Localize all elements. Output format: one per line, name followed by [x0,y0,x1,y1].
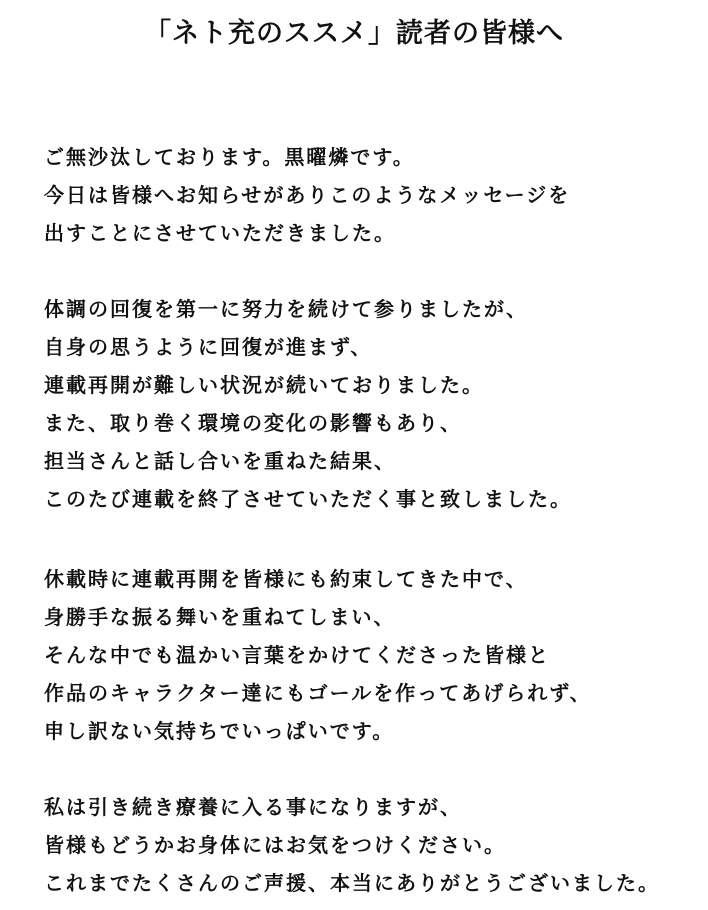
text-line: 私は引き続き療養に入る事になりますが、 [44,795,462,819]
text-line: 皆様もどうかお身体にはお気をつけください。 [44,833,506,857]
paragraph-announcement [44,290,704,518]
text-line: 自身の思うように回復が進まず、 [44,335,373,359]
text-line: 休載時に連載再開を皆様にも約束してきた中で、 [44,567,528,591]
paragraph-closing [44,788,704,902]
text-line: 申し訳ない気持ちでいっぱいです。 [44,719,395,743]
text-line: また、取り巻く環境の変化の影響もあり、 [44,411,462,435]
text-line: 今日は皆様へお知らせがありこのようなメッセージを [44,183,571,207]
text-line: ご無沙汰しております。黒曜燐です。 [44,145,415,169]
text-line: 体調の回復を第一に努力を続けて参りましたが、 [44,297,528,321]
paragraph-greeting [44,138,704,252]
paragraph-apology [44,560,704,750]
text-line: 出すことにさせていただきました。 [44,221,396,245]
text-line: 作品のキャラクター達にもゴールを作ってあげられず、 [44,681,592,705]
text-line: 身勝手な振る舞いを重ねてしまい、 [44,605,396,629]
text-line: これまでたくさんのご声援、本当にありがとうございました。 [44,871,660,895]
page-title: 「ネト充のススメ」読者の皆様へ [144,18,564,49]
text-line: そんな中でも温かい言葉をかけてくださった皆様と [44,643,550,667]
text-line: このたび連載を終了させていただく事と致しました。 [44,487,572,511]
text-line: 連載再開が難しい状況が続いておりました。 [44,373,484,397]
text-line: 担当さんと話し合いを重ねた結果、 [44,449,396,473]
